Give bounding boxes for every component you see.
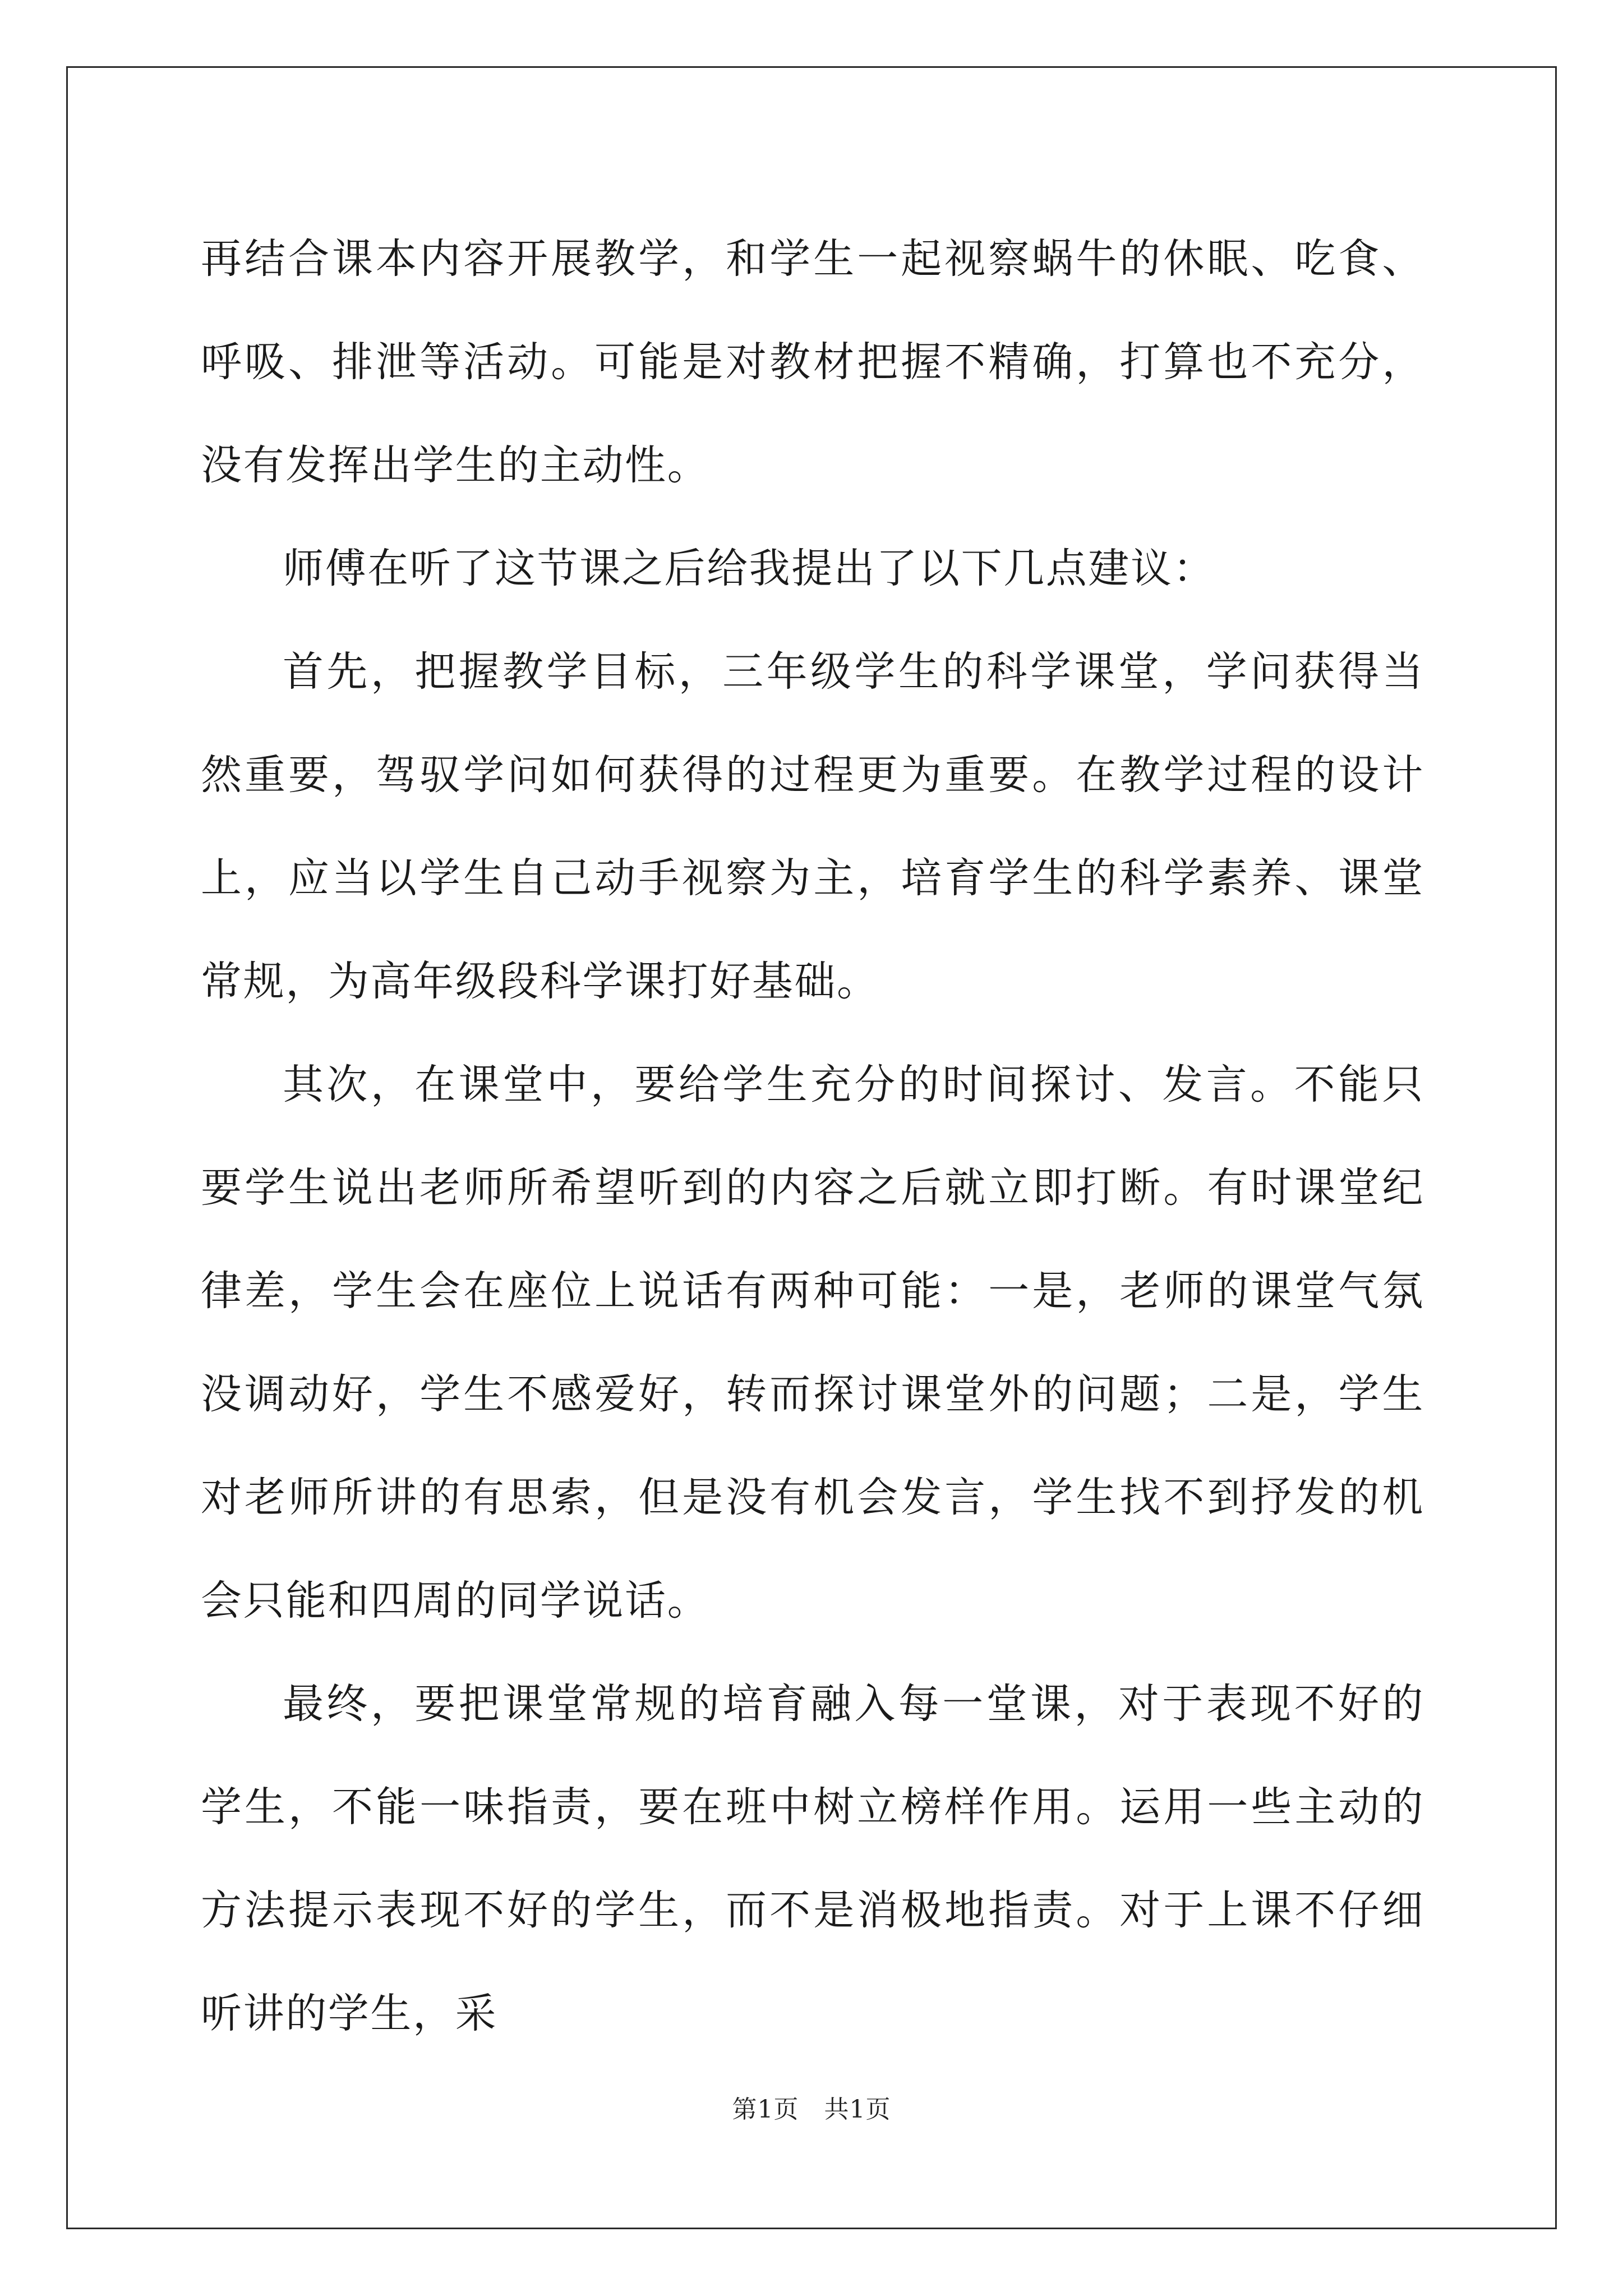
- paragraph-3: 首先，把握教学目标，三年级学生的科学课堂，学问获得当然重要，驾驭学问如何获得的过程更为重要。在教学过程的设计上，应当以学生自己动手视察为主，培育学生的科学素养、课堂常规，为高年级段科学课打好基础。: [201, 648, 1424, 1005]
- paragraph-5: 最终，要把课堂常规的培育融入每一堂课，对于表现不好的学生，不能一味指责，要在班中树立榜样作用。运用一些主动的方法提示表现不好的学生，而不是消极地指责。对于上课不仔细听讲的学生，采: [201, 1680, 1424, 2037]
- page-footer: [0, 2089, 1623, 2125]
- document-body: [201, 208, 1424, 2065]
- page-number-text: 第1页 共1页: [732, 2095, 891, 2124]
- paragraph-4: 其次，在课堂中，要给学生充分的时间探讨、发言。不能只要学生说出老师所希望听到的内容之后就立即打断。有时课堂纪律差，学生会在座位上说话有两种可能：一是，老师的课堂气氛没调动好，学生不感爱好，转而探讨课堂外的问题；二是，学生对老师所讲的有思索，但是没有机会发言，学生找不到抒发的机会只能和四周的同学说话。: [201, 1061, 1424, 1625]
- paragraph-2: 师傅在听了这节课之后给我提出了以下几点建议：: [283, 545, 1216, 592]
- paragraph-1: 再结合课本内容开展教学，和学生一起视察蜗牛的休眠、吃食、呼吸、排泄等活动。可能是对教材把握不精确，打算也不充分，没有发挥出学生的主动性。: [201, 235, 1424, 489]
